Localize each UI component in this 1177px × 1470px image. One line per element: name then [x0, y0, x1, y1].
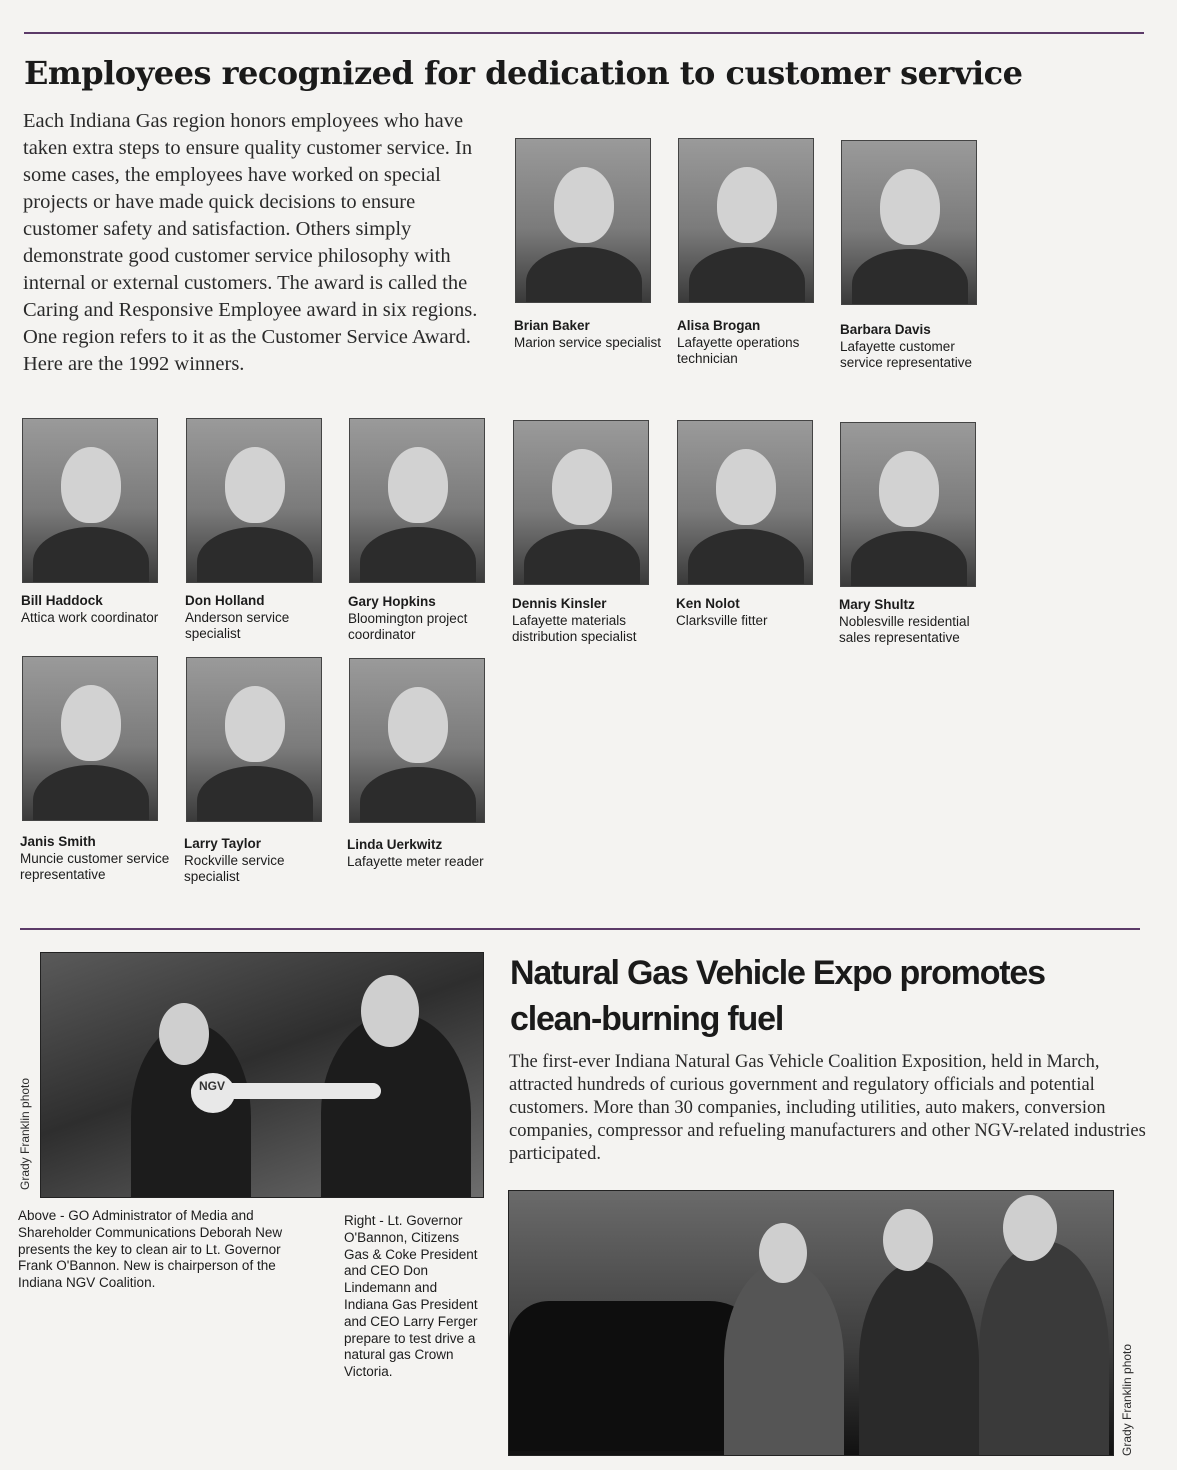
key-label: NGV	[199, 1079, 226, 1093]
employee-caption: Ken Nolot Clarksville fitter	[676, 596, 768, 628]
employee-photo	[186, 657, 322, 822]
photo-credit: Grady Franklin photo	[18, 1077, 32, 1190]
employee-photo	[513, 420, 649, 585]
section-rule	[20, 928, 1140, 930]
employee-caption: Brian Baker Marion service specialist	[514, 318, 662, 350]
employee-caption: Dennis Kinsler Lafayette materials distribution specialist	[512, 596, 637, 644]
caption-above: Above - GO Administrator of Media and Shareholder Communications Deborah New presents the key to clean air to Lt. Governor Frank O'Bannon. New is chairperson of the Indiana NGV Coalition.	[18, 1208, 283, 1291]
employee-photo	[678, 138, 814, 303]
caption-right: Right - Lt. Governor O'Bannon, Citizens Gas & Coke President and CEO Don Lindemann and Indiana Gas President and CEO Larry Ferger prepare to test drive a natural gas Crown Victoria.	[344, 1213, 478, 1380]
employee-photo	[515, 138, 651, 303]
top-rule	[24, 32, 1144, 34]
photo-credit: Grady Franklin photo	[1120, 1343, 1134, 1456]
employee-caption: Barbara Davis Lafayette customer service representative	[840, 322, 973, 370]
employee-photo	[22, 656, 158, 821]
employee-caption: Don Holland Anderson service specialist	[185, 593, 290, 641]
employee-photo	[22, 418, 158, 583]
ngv-expo-body: The first-ever Indiana Natural Gas Vehicle Coalition Exposition, held in March, attracted hundreds of curious government and regulatory officials and potential customers. More than 30 companies, including utilities, auto makers, conversion companies, compressor and refueling manufacturers and other NGV-related industries participated.	[509, 1052, 1146, 1164]
employee-caption: Mary Shultz Noblesville residential sales representative	[839, 597, 970, 645]
employee-caption: Larry Taylor Rockville service specialist	[184, 836, 285, 884]
employee-photo	[841, 140, 977, 305]
article-headline: Employees recognized for dedication to customer service	[24, 54, 1023, 92]
employee-caption: Alisa Brogan Lafayette operations technician	[677, 318, 800, 366]
employee-photo	[349, 658, 485, 823]
key-presentation-photo	[40, 952, 484, 1198]
employee-photo	[349, 418, 485, 583]
employee-caption: Linda Uerkwitz Lafayette meter reader	[347, 837, 484, 869]
article-intro: Each Indiana Gas region honors employees who have taken extra steps to ensure quality customer service. In some cases, the employees have worked on special projects or have made quick decisions to ensure customer safety and satisfaction. Others simply demonstrate good customer service philosophy with internal or external customers. The award is called the Caring and Responsive Employee award in six regions. One region refers to it as the Customer Service Award. Here are the 1992 winners.	[23, 110, 478, 375]
employee-photo	[677, 420, 813, 585]
employee-caption: Janis Smith Muncie customer service representative	[20, 834, 170, 882]
ngv-expo-title: Natural Gas Vehicle Expo promotes clean-burning fuel	[510, 954, 1045, 1038]
employee-photo	[186, 418, 322, 583]
employee-caption: Gary Hopkins Bloomington project coordinator	[348, 594, 468, 642]
employee-photo	[840, 422, 976, 587]
test-drive-photo	[508, 1190, 1114, 1456]
employee-caption: Bill Haddock Attica work coordinator	[21, 593, 159, 625]
